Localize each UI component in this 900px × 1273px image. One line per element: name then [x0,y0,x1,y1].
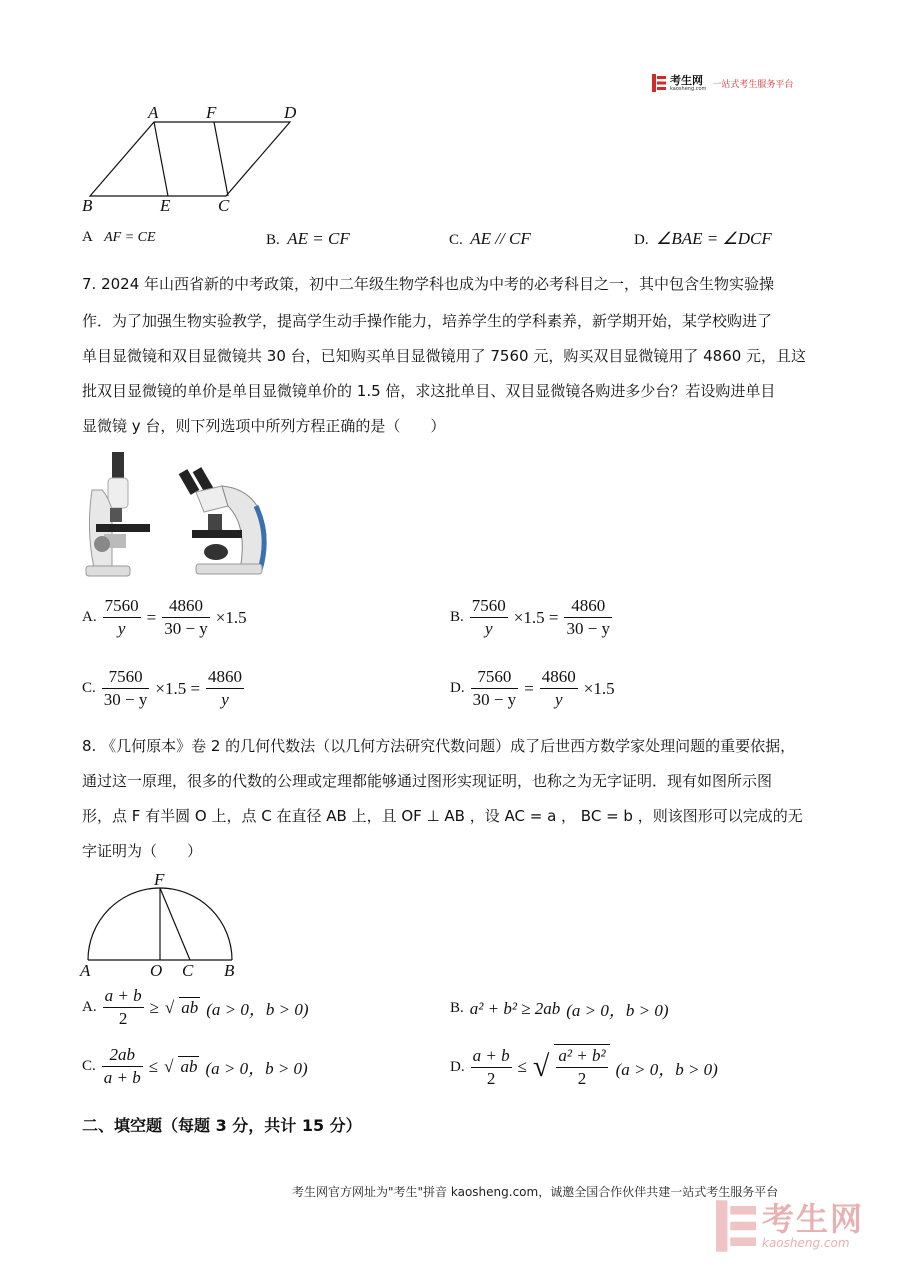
option-letter: D. [450,1058,465,1075]
fraction [162,595,210,640]
fraction [471,1045,512,1090]
denominator: 30 − y [103,690,148,709]
denominator: y [555,690,563,709]
q8-option-a: A. $\frac{a + b}{2}$ ≥ √ ab (a > 0，b > 0) [82,986,309,1028]
denominator: 30 − y [566,619,611,638]
q7-option-c [82,666,244,711]
operator: ×1.5 = [155,678,201,698]
section-heading: 二、填空题（每题 3 分，共计 15 分） [82,1116,362,1135]
option-letter: C. [82,1058,96,1074]
q8-option-d: D. $\frac{a + b}{2}$ ≤ √ $\frac{\text{a² + b²}}{2}$ (a > 0，b > 0) [450,1045,718,1088]
option-text: a² + b² ≥ 2ab [469,998,561,1018]
condition: (a > 0，b > 0) [566,1001,669,1020]
numerator: 7560 [103,595,141,618]
operator: ≤ [148,1056,159,1076]
watermark-url: kaosheng.com [762,1236,850,1250]
option-letter: D. [450,680,465,696]
operator: ≤ [517,1057,527,1076]
label-A: A [148,103,159,122]
option-text: AF = CE [104,230,156,245]
q7-option-b [450,595,612,640]
denominator: 2 [577,1069,587,1088]
numerator: 4860 [162,595,210,618]
q8-line-3: 形，点 F 有半圆 O 上，点 C 在直径 AB 上，且 OF ⊥ AB ，设 AC = a ， BC = b ，则该图形可以完成的无 [82,807,803,825]
option-letter: D. [634,232,649,248]
parallelogram-figure [78,100,308,220]
logo-slogan: 一站式考生服务平台 [712,79,794,90]
numerator: 2ab [102,1044,143,1067]
q8-line-2: 通过这一原理，很多的代数的公理或定理都能够通过图形实现证明，也称之为无字证明．现有如图所示图 [82,772,773,790]
fraction [540,666,578,711]
q6-option-a [82,229,156,246]
condition: (a > 0，b > 0) [615,1059,718,1079]
operator: ×1.5 [215,607,247,627]
logo-mark-icon [652,74,666,92]
denominator: 30 − y [472,690,517,709]
label-O: O [150,961,163,980]
q6-option-b [266,229,350,249]
denominator: 2 [486,1068,496,1088]
fraction [564,595,612,640]
option-letter: B. [266,232,280,248]
sqrt-fraction [554,1044,609,1090]
label-D: D [284,103,297,122]
q7-line-1: 7. 2024 年山西省新的中考政策，初中二年级生物学科也成为中考的必考科目之一，其中包含生物实验操 [82,275,775,293]
q8-option-c: C. $\frac{2ab}{a + b}$ ≤ √ ab (a > 0，b > 0) [82,1045,308,1087]
label-A: A [80,961,91,980]
numerator: 4860 [564,595,612,618]
q6-option-c [449,229,531,249]
label-E: E [160,196,171,215]
header-logo [652,74,793,92]
label-F: F [206,103,217,122]
denominator: 2 [118,1009,128,1028]
denominator: y [221,690,229,709]
operator: ≥ [149,997,159,1017]
sqrt-term: ab [180,1057,198,1076]
option-letter: A. [82,999,97,1015]
numerator: 7560 [471,666,519,689]
watermark-name: 考生网 [762,1200,865,1238]
q7-line-2: 作．为了加强生物实验教学，提高学生动手操作能力，培养学生的学科素养，新学期开始，某学校购进了 [82,312,773,330]
option-text: AE // CF [470,229,531,248]
logo-name: 考生网 [670,73,703,87]
semicircle-figure [80,880,240,964]
option-letter: C. [82,680,96,696]
q6-option-d [634,229,772,249]
fraction [102,1044,143,1089]
condition: (a > 0，b > 0) [206,1000,309,1019]
numerator: a + b [471,1045,512,1068]
label-C: C [218,196,230,215]
fraction [103,985,144,1030]
q7-line-4: 批双目显微镜的单价是单目显微镜单价的 1.5 倍，求这批单目、双目显微镜各购进多少台？若设购进单目 [82,382,776,400]
option-letter: A [82,229,93,245]
binocular-microscope-image [178,466,273,578]
denominator: y [484,619,493,638]
label-B: B [82,196,93,215]
fraction [471,666,519,711]
q7-line-3: 单目显微镜和双目显微镜共 30 台，已知购买单目显微镜用了 7560 元，购买双目显微镜用了 4860 元，且这 [82,347,807,365]
watermark-logo-icon [716,1200,756,1252]
numerator: 7560 [102,666,150,689]
option-text: AE = CF [287,229,350,248]
q8-option-b [450,996,669,1021]
operator: ×1.5 = [513,607,559,627]
fraction [206,666,244,711]
footer-text: 考生网官方网址为"考生"拼音 kaosheng.com，诚邀全国合作伙伴共建一站式考生服务平台 [292,1185,779,1199]
q8-line-1: 8. 《几何原本》卷 2 的几何代数法（以几何方法研究代数问题）成了后世西方数学家处理问题的重要依据， [82,737,796,755]
operator: = [524,678,534,698]
fraction [470,595,508,640]
numerator: 7560 [470,595,508,618]
operator: = [146,607,157,627]
q8-line-4: 字证明为（ ） [82,842,203,860]
denominator: y [117,619,126,638]
q7-option-d [450,666,615,711]
sqrt-term: ab [181,998,199,1017]
option-text: ∠BAE = ∠DCF [656,229,772,248]
monocular-microscope-image [82,450,152,580]
option-letter: B. [450,609,464,625]
denominator: 30 − y [164,619,208,638]
fraction [103,595,141,640]
numerator: a + b [103,985,144,1008]
option-letter: C. [449,232,463,248]
option-letter: B. [450,1000,464,1016]
option-letter: A. [82,609,97,625]
numerator: a² + b² [556,1045,607,1068]
fraction [102,666,150,711]
logo-url: kaosheng.com [670,85,707,92]
denominator: a + b [103,1068,141,1087]
label-F: F [154,870,165,889]
operator: ×1.5 [583,678,615,698]
numerator: 4860 [206,666,244,689]
condition: (a > 0，b > 0) [205,1059,308,1078]
numerator: 4860 [540,666,578,689]
q7-line-5: 显微镜 y 台，则下列选项中所列方程正确的是（ ） [82,417,446,435]
q7-option-a [82,595,247,640]
label-B: B [224,961,235,980]
label-C: C [182,961,194,980]
watermark [716,1200,864,1252]
